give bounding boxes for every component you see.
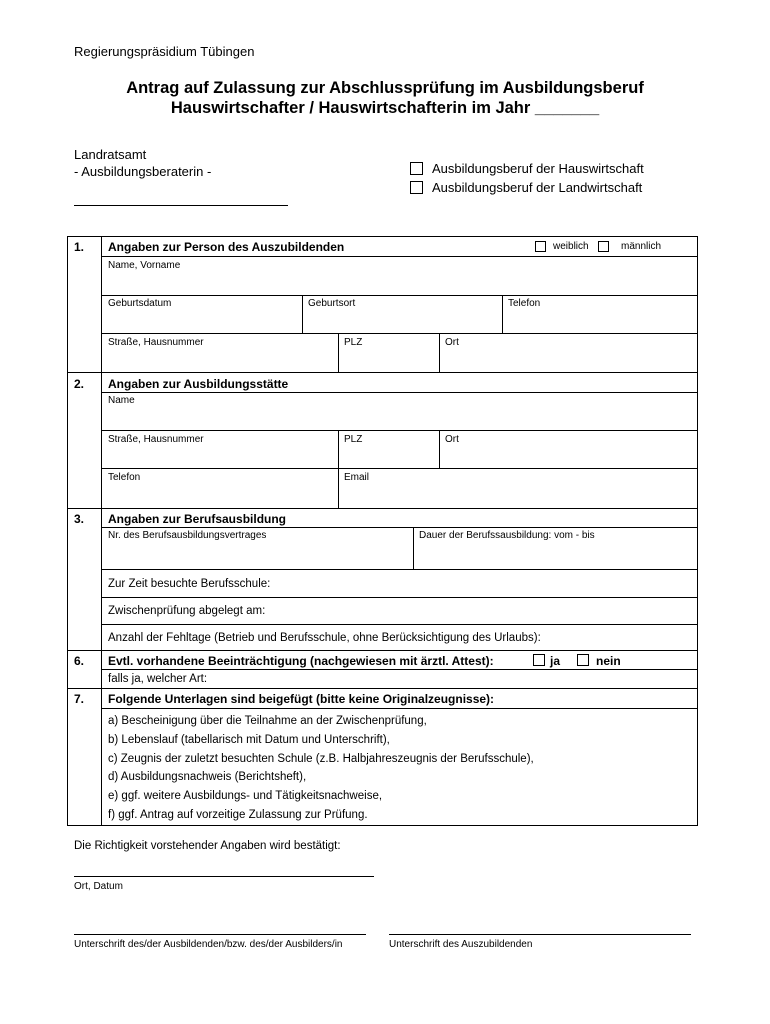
person-zip-label: PLZ bbox=[344, 337, 363, 348]
list-item: d) Ausbildungsnachweis (Berichtsheft), bbox=[108, 771, 307, 784]
company-zip-label: PLZ bbox=[344, 434, 363, 445]
training-duration-field[interactable] bbox=[414, 528, 697, 568]
company-phone-field[interactable] bbox=[102, 469, 337, 507]
list-item: f) ggf. Antrag auf vorzeitige Zulassung zur Prüfung. bbox=[108, 808, 368, 821]
section-2-number: 2. bbox=[74, 377, 85, 391]
section-1-number: 1. bbox=[74, 240, 85, 254]
checkbox-maennlich[interactable] bbox=[598, 241, 609, 252]
section-7-number: 7. bbox=[74, 692, 85, 706]
person-name-field[interactable] bbox=[102, 257, 697, 294]
birthdate-label: Geburtsdatum bbox=[108, 298, 172, 309]
recipient-underline bbox=[74, 205, 288, 206]
checkbox-weiblich[interactable] bbox=[535, 241, 546, 252]
person-zip-field[interactable] bbox=[339, 334, 438, 371]
list-item: e) ggf. weitere Ausbildungs- und Tätigkeitsnachweise, bbox=[108, 790, 383, 803]
trainee-signature-label: Unterschrift des Auszubildenden bbox=[389, 939, 533, 950]
company-name-field[interactable] bbox=[102, 393, 697, 429]
trainee-signature-field[interactable] bbox=[389, 910, 691, 934]
person-phone-label: Telefon bbox=[508, 298, 541, 309]
checkbox-landwirtschaft[interactable] bbox=[410, 181, 423, 194]
trainee-signature-line bbox=[389, 934, 691, 935]
gender-male-label: männlich bbox=[621, 241, 662, 252]
company-zip-field[interactable] bbox=[339, 431, 438, 467]
checkbox-hauswirtschaft[interactable] bbox=[410, 162, 423, 175]
person-name-label: Name, Vorname bbox=[108, 260, 181, 271]
intermediate-exam-field[interactable] bbox=[102, 598, 697, 623]
birthplace-label: Geburtsort bbox=[308, 298, 356, 309]
intermediate-exam-label: Zwischenprüfung abgelegt am: bbox=[108, 605, 266, 617]
impairment-no-label: nein bbox=[596, 654, 621, 668]
section-3-number: 3. bbox=[74, 512, 85, 526]
vocational-school-label: Zur Zeit besuchte Berufsschule: bbox=[108, 578, 271, 590]
company-city-label: Ort bbox=[445, 434, 459, 445]
title-line-1: Antrag auf Zulassung zur Abschlussprüfung im Ausbildungsberuf bbox=[126, 79, 644, 97]
company-city-field[interactable] bbox=[440, 431, 697, 467]
impairment-kind-field[interactable] bbox=[102, 670, 697, 687]
company-street-field[interactable] bbox=[102, 431, 337, 467]
gender-female-label: weiblich bbox=[553, 241, 589, 252]
recipient-line-1: Landratsamt bbox=[74, 147, 147, 162]
impairment-kind-label: falls ja, welcher Art: bbox=[108, 673, 208, 685]
vocational-school-field[interactable] bbox=[102, 570, 697, 596]
trainer-signature-field[interactable] bbox=[74, 910, 366, 934]
section-6-title: Evtl. vorhandene Beeinträchtigung (nachgewiesen mit ärztl. Attest): bbox=[108, 654, 494, 668]
contract-number-field[interactable] bbox=[102, 528, 412, 568]
list-item: a) Bescheinigung über die Teilnahme an der Zwischenprüfung, bbox=[108, 715, 427, 727]
title-line-2: Hauswirtschafter / Hauswirtschafterin im Jahr _______ bbox=[170, 99, 600, 117]
person-city-label: Ort bbox=[445, 337, 459, 348]
birthplace-field[interactable] bbox=[303, 296, 501, 332]
recipient-line-2: - Ausbildungsberaterin - bbox=[74, 164, 212, 179]
option-landwirtschaft-label: Ausbildungsberuf der Landwirtschaft bbox=[432, 180, 643, 195]
training-duration-label: Dauer der Berufssausbildung: vom - bis bbox=[419, 530, 595, 541]
confirmation-text: Die Richtigkeit vorstehender Angaben wird bestätigt: bbox=[74, 840, 341, 852]
birthdate-field[interactable] bbox=[102, 296, 301, 332]
company-name-label: Name bbox=[108, 395, 135, 406]
attachments-list bbox=[108, 712, 534, 825]
section-6-number: 6. bbox=[74, 654, 85, 668]
impairment-yes-label: ja bbox=[550, 654, 561, 668]
absence-days-field[interactable] bbox=[102, 625, 697, 649]
company-email-field[interactable] bbox=[339, 469, 697, 507]
list-item: c) Zeugnis der zuletzt besuchten Schule (z.B. Halbjahreszeugnis der Berufsschule), bbox=[108, 752, 534, 765]
section-3-title: Angaben zur Berufsausbildung bbox=[108, 512, 287, 526]
list-item: b) Lebenslauf (tabellarisch mit Datum und Unterschrift), bbox=[108, 733, 390, 746]
person-phone-field[interactable] bbox=[503, 296, 697, 332]
company-email-label: Email bbox=[344, 472, 370, 483]
section-2-title: Angaben zur Ausbildungsstätte bbox=[108, 377, 289, 391]
person-street-label: Straße, Hausnummer bbox=[108, 337, 204, 348]
person-city-field[interactable] bbox=[440, 334, 697, 371]
trainer-signature-line bbox=[74, 934, 366, 935]
place-date-field[interactable] bbox=[74, 858, 374, 876]
checkbox-impairment-yes[interactable] bbox=[533, 654, 545, 666]
trainer-signature-label: Unterschrift des/der Ausbildenden/bzw. des/der Ausbilders/in bbox=[74, 939, 343, 950]
absence-days-label: Anzahl der Fehltage (Betrieb und Berufsschule, ohne Berücksichtigung des Urlaubs): bbox=[108, 632, 541, 644]
place-date-label: Ort, Datum bbox=[74, 881, 123, 892]
place-date-line bbox=[74, 876, 374, 877]
option-hauswirtschaft-label: Ausbildungsberuf der Hauswirtschaft bbox=[432, 161, 644, 176]
section-7-title: Folgende Unterlagen sind beigefügt (bitte keine Originalzeugnisse): bbox=[108, 692, 495, 706]
company-street-label: Straße, Hausnummer bbox=[108, 434, 204, 445]
contract-number-label: Nr. des Berufsausbildungsvertrages bbox=[108, 530, 267, 541]
form-title bbox=[0, 78, 770, 118]
authority-name: Regierungspräsidium Tübingen bbox=[74, 44, 255, 59]
checkbox-impairment-no[interactable] bbox=[577, 654, 589, 666]
section-1-title: Angaben zur Person des Auszubildenden bbox=[108, 240, 345, 254]
company-phone-label: Telefon bbox=[108, 472, 141, 483]
person-street-field[interactable] bbox=[102, 334, 337, 371]
